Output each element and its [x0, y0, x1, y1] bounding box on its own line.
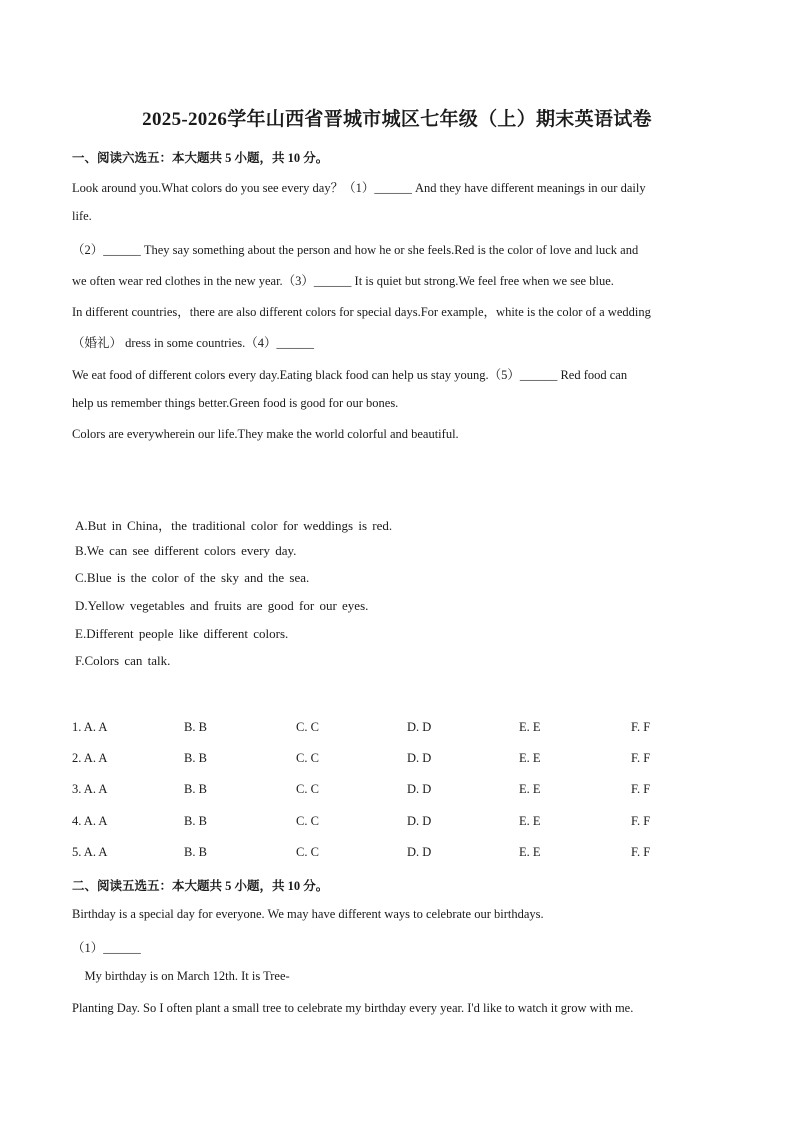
option-f: F.Colors can talk.: [75, 653, 171, 668]
choice-c[interactable]: C. C: [296, 751, 319, 765]
passage-line: （婚礼） dress in some countries.（4）______: [72, 336, 314, 350]
choice-c[interactable]: C. C: [296, 782, 319, 796]
question-4-choices: [72, 814, 732, 830]
passage-line: we often wear red clothes in the new year.（3）______ It is quiet but strong.We feel free when we see blue.: [72, 274, 614, 288]
passage-line: help us remember things better.Green food is good for our bones.: [72, 396, 399, 410]
choice-e[interactable]: E. E: [519, 782, 541, 796]
choice-c[interactable]: C. C: [296, 814, 319, 828]
choice-c[interactable]: C. C: [296, 845, 319, 859]
choice-a[interactable]: 4. A. A: [72, 814, 108, 828]
page-title: 2025-2026学年山西省晋城市城区七年级（上）期末英语试卷: [142, 109, 652, 130]
choice-d[interactable]: D. D: [407, 814, 432, 828]
option-a: A.But in China，the traditional color for weddings is red.: [75, 518, 393, 533]
choice-a[interactable]: 1. A. A: [72, 720, 108, 734]
passage-line: Look around you.What colors do you see every day？（1）______ And they have different meanings in our daily: [72, 181, 646, 195]
choice-e[interactable]: E. E: [519, 751, 541, 765]
choice-e[interactable]: E. E: [519, 720, 541, 734]
option-d: D.Yellow vegetables and fruits are good for our eyes.: [75, 598, 369, 613]
choice-e[interactable]: E. E: [519, 845, 541, 859]
choice-c[interactable]: C. C: [296, 720, 319, 734]
choice-f[interactable]: F. F: [631, 814, 651, 828]
question-5-choices: [72, 845, 732, 861]
choice-d[interactable]: D. D: [407, 782, 432, 796]
passage-line: In different countries，there are also different colors for special days.For example，white is the color of a wedding: [72, 305, 651, 319]
choice-a[interactable]: 3. A. A: [72, 782, 108, 796]
passage-line: Colors are everywherein our life.They make the world colorful and beautiful.: [72, 427, 459, 441]
choice-b[interactable]: B. B: [184, 814, 207, 828]
passage-line: We eat food of different colors every day.Eating black food can help us stay young.（5）______ Red food can: [72, 368, 628, 382]
choice-d[interactable]: D. D: [407, 720, 432, 734]
option-b: B.We can see different colors every day.: [75, 543, 297, 558]
passage-line: Birthday is a special day for everyone. We may have different ways to celebrate our birthdays.: [72, 907, 544, 921]
choice-b[interactable]: B. B: [184, 845, 207, 859]
option-c: C.Blue is the color of the sky and the sea.: [75, 570, 310, 585]
passage-line: life.: [72, 209, 92, 223]
passage-line: （1）______: [72, 941, 141, 955]
option-e: E.Different people like different colors.: [75, 626, 289, 641]
choice-a[interactable]: 2. A. A: [72, 751, 108, 765]
question-1-choices: [72, 720, 732, 736]
choice-a[interactable]: 5. A. A: [72, 845, 108, 859]
choice-d[interactable]: D. D: [407, 845, 432, 859]
choice-f[interactable]: F. F: [631, 751, 651, 765]
question-2-choices: [72, 751, 732, 767]
passage-line: Planting Day. So I often plant a small tree to celebrate my birthday every year. I'd like to watch it grow with me.: [72, 1001, 634, 1015]
choice-b[interactable]: B. B: [184, 751, 207, 765]
passage-line: My birthday is on March 12th. It is Tree-: [72, 969, 290, 983]
choice-e[interactable]: E. E: [519, 814, 541, 828]
section-1-heading: 一、阅读六选五：本大题共 5 小题，共 10 分。: [72, 151, 329, 165]
choice-f[interactable]: F. F: [631, 720, 651, 734]
choice-f[interactable]: F. F: [631, 845, 651, 859]
choice-b[interactable]: B. B: [184, 720, 207, 734]
passage-line: （2）______ They say something about the person and how he or she feels.Red is the color of love and luck and: [72, 243, 639, 257]
section-2-heading: 二、阅读五选五：本大题共 5 小题，共 10 分。: [72, 879, 329, 893]
choice-d[interactable]: D. D: [407, 751, 432, 765]
question-3-choices: [72, 782, 732, 798]
choice-f[interactable]: F. F: [631, 782, 651, 796]
choice-b[interactable]: B. B: [184, 782, 207, 796]
